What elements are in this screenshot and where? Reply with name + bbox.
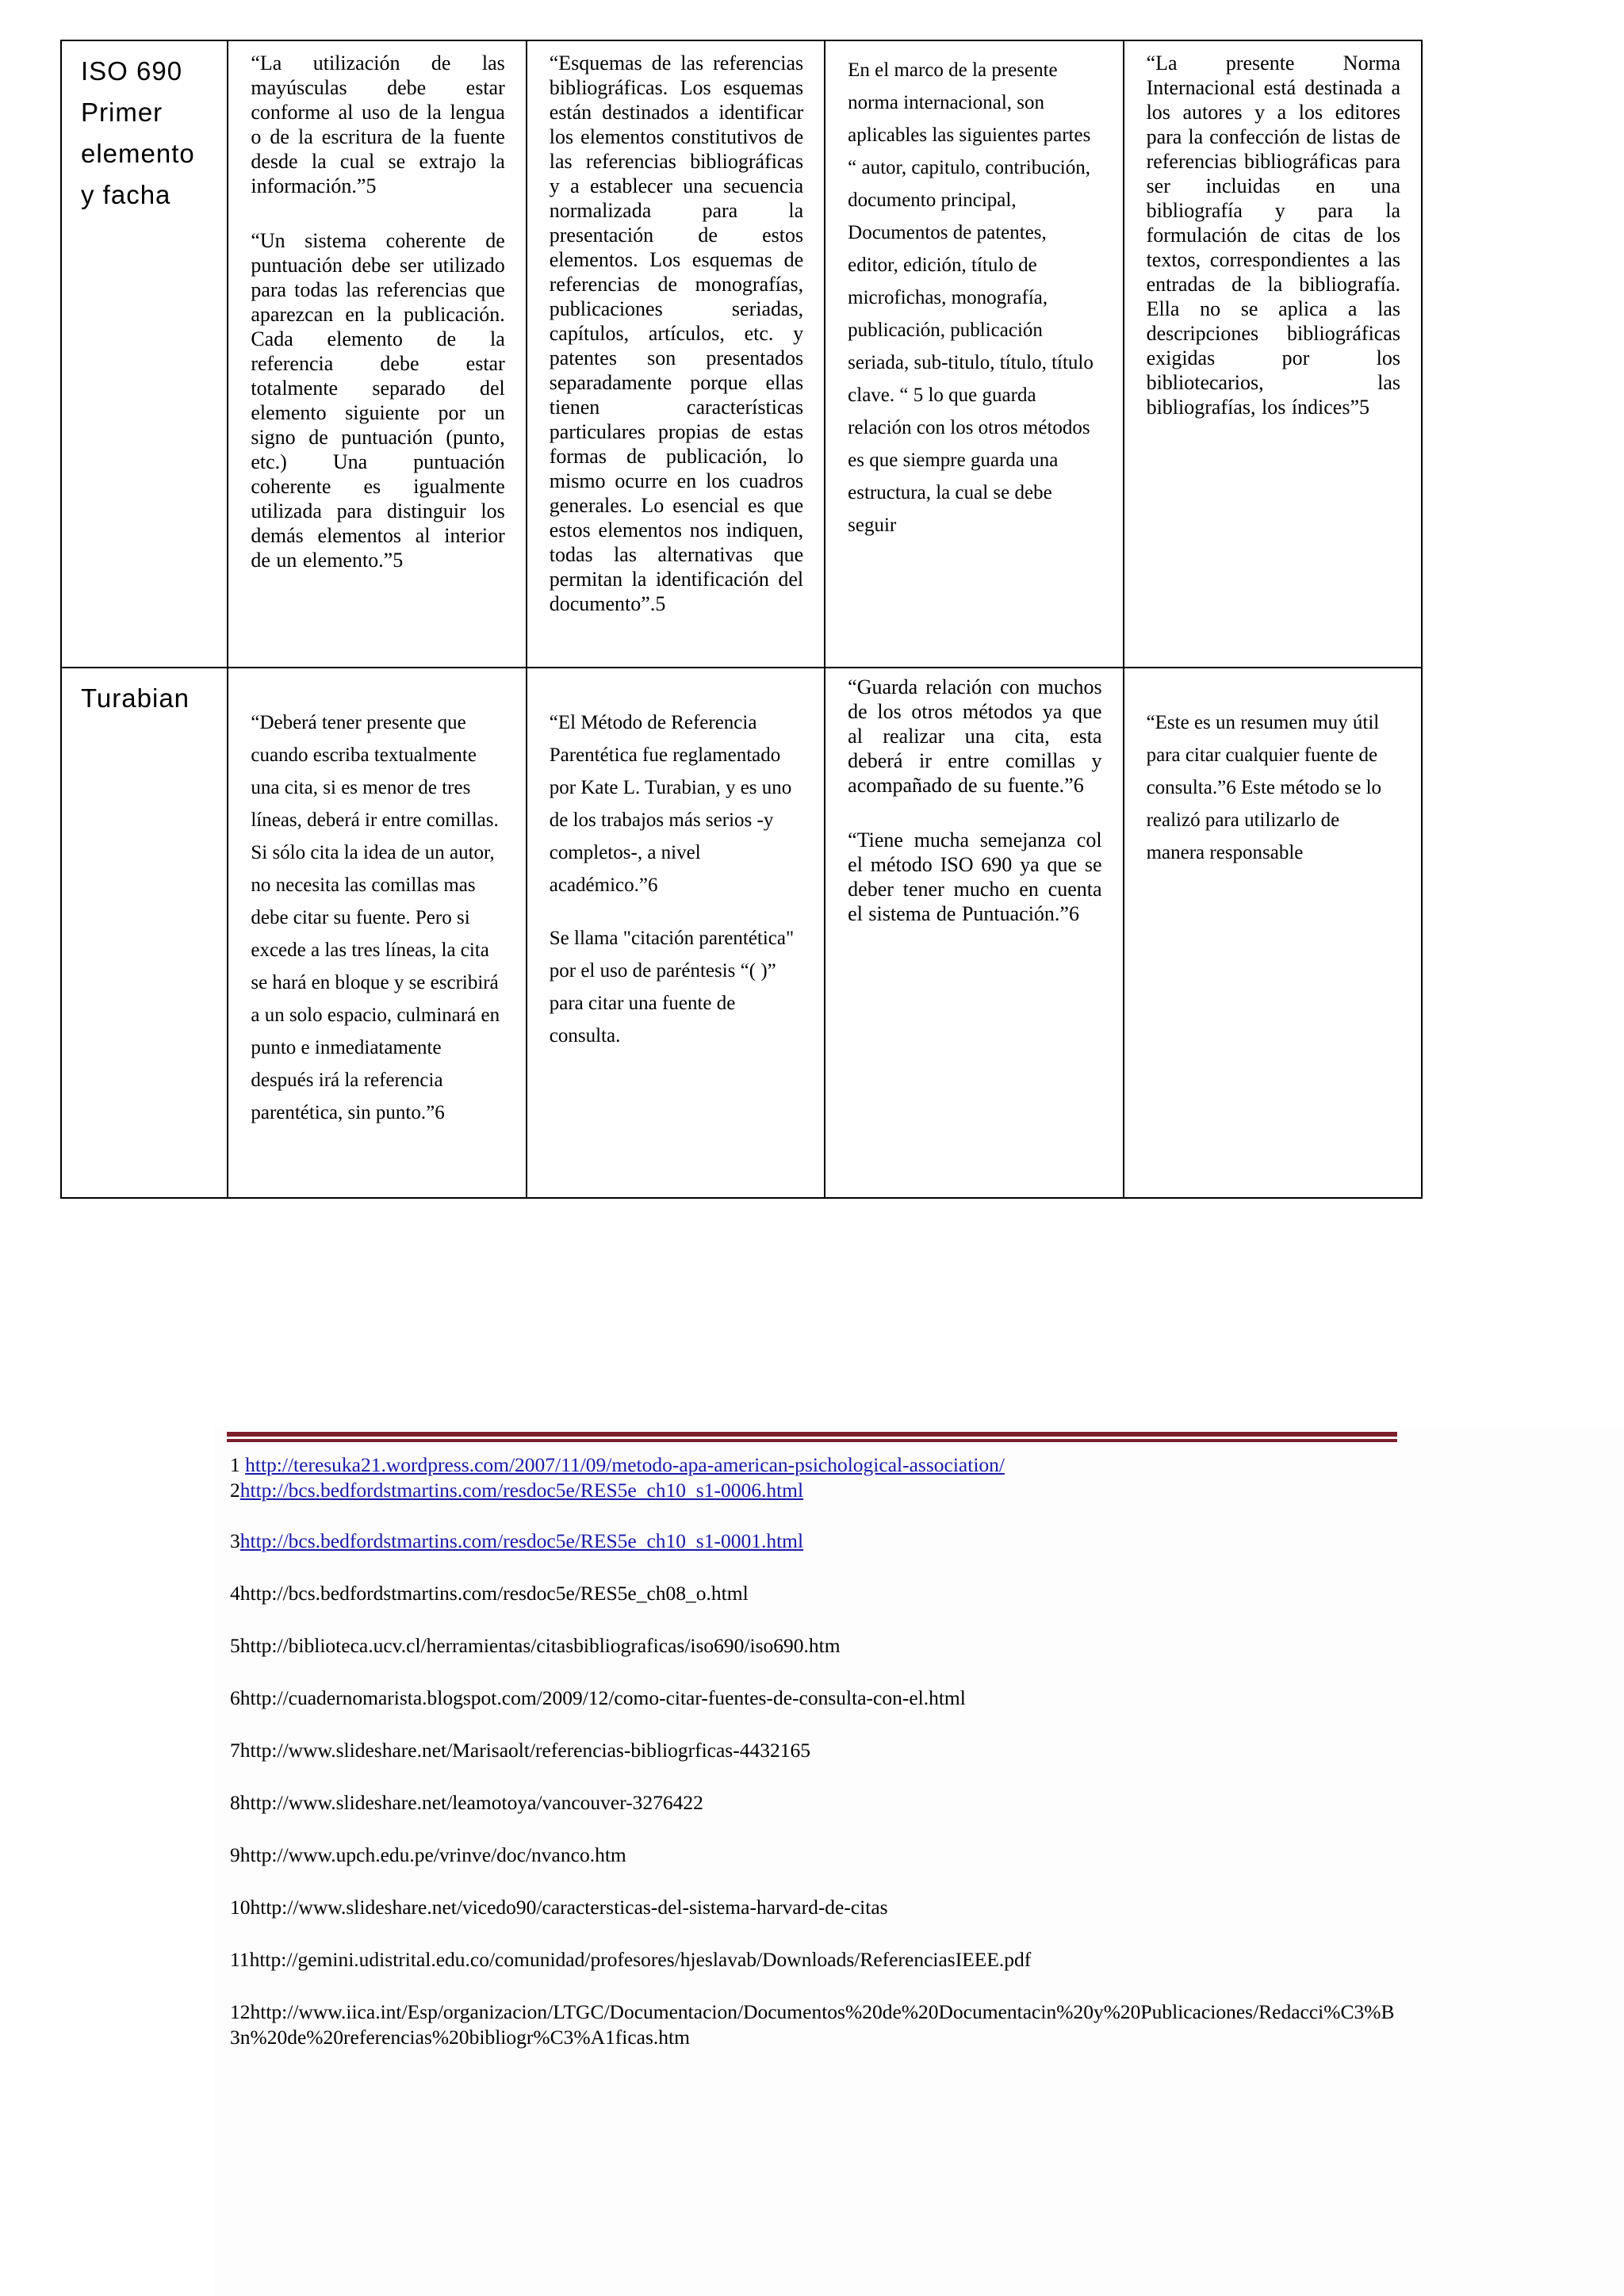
table-cell bbox=[825, 40, 1123, 668]
cell-paragraph: “Un sistema coherente de puntuación debe ser utilizado para todas las referencias que aparezcan en la publicación. Cada elemento de la referencia debe estar totalmente separado del elemento siguiente por un signo de puntuación (punto, etc.) Una puntuación coherente es igualmente utilizada para distinguir los demás elementos al interior de un elemento.”5 bbox=[251, 229, 505, 572]
footnote-item: 9http://www.upch.edu.pe/vrinve/doc/nvanco.htm bbox=[230, 1843, 626, 1866]
footnote-link[interactable]: http://bcs.bedfordstmartins.com/resdoc5e/RES5e_ch10_s1-0001.html bbox=[239, 1529, 804, 1552]
cell-paragraph: En el marco de la presente norma internacional, son aplicables las siguientes partes “ autor, capitulo, contribución, documento principal, Documentos de patentes, editor, edición, título de microfichas, monografía, publicación, publicación seriada, sub-titulo, título, título clave. “ 5 lo que guarda relación con los otros métodos es que siempre guarda una estructura, la cual se debe seguir bbox=[848, 59, 1094, 536]
cell-paragraph: “El Método de Referencia Parentética fue reglamentado por Kate L. Turabian, y es uno de los trabajos más serios -y completos-, a nivel académico.”6 bbox=[549, 712, 792, 897]
table-cell bbox=[1124, 668, 1422, 1198]
footnote-item: 7http://www.slideshare.net/Marisaolt/referencias-bibliogrficas-4432165 bbox=[230, 1739, 810, 1762]
footnote-url: http://biblioteca.ucv.cl/herramientas/citasbibliograficas/iso690/iso690.htm bbox=[239, 1634, 841, 1657]
footnote-url: http://www.slideshare.net/Marisaolt/referencias-bibliogrficas-4432165 bbox=[239, 1739, 810, 1762]
cell-paragraph: “Guarda relación con muchos de los otros métodos ya que al realizar una cita, esta deberá ir entre comillas y acompañado de su fuente.”6 bbox=[848, 675, 1102, 798]
footnote-item: 3http://bcs.bedfordstmartins.com/resdoc5e/RES5e_ch10_s1-0001.html bbox=[230, 1529, 804, 1552]
footnote-item: 5http://biblioteca.ucv.cl/herramientas/citasbibliograficas/iso690/iso690.htm bbox=[230, 1634, 841, 1657]
row-heading-cell bbox=[61, 40, 228, 668]
footnote-separator bbox=[227, 1432, 1397, 1442]
footnote-item: 4http://bcs.bedfordstmartins.com/resdoc5e/RES5e_ch08_o.html bbox=[230, 1582, 749, 1605]
footnote-item: 6http://cuadernomarista.blogspot.com/2009/12/como-citar-fuentes-de-consulta-con-el.html bbox=[230, 1686, 966, 1709]
footnote-url: http://www.iica.int/Esp/organizacion/LTGC/Documentacion/Documentos%20de%20Documentacin%20y%20Publicaciones/Redacci%C3%B3n%20de%20referencias%20bibliogr%C3%A1ficas.htm bbox=[230, 2000, 1395, 2049]
footnote-item: 12http://www.iica.int/Esp/organizacion/LTGC/Documentacion/Documentos%20de%20Documentacin%20y%20Publicaciones/Redacci%C3%B3n%20de%20referencias%20bibliogr%C3%A1ficas.htm bbox=[230, 2000, 1395, 2049]
cell-paragraph: “Este es un resumen muy útil para citar cualquier fuente de consulta.”6 Este método se lo realizó para utilizarlo de manera responsable bbox=[1146, 712, 1382, 864]
table-row bbox=[61, 40, 1422, 668]
table-cell bbox=[1124, 40, 1422, 668]
footnote-item: 11http://gemini.udistrital.edu.co/comunidad/profesores/hjeslavab/Downloads/ReferenciasIEEE.pdf bbox=[230, 1948, 1032, 1971]
cell-paragraph: “Deberá tener presente que cuando escriba textualmente una cita, si es menor de tres líneas, deberá ir entre comillas. Si sólo cita la idea de un autor, no necesita las comillas mas debe citar su fuente. Pero si excede a las tres líneas, la cita se hará en bloque y se escribirá a un solo espacio, culminará en punto e inmediatamente después irá la referencia parentética, sin punto.”6 bbox=[251, 712, 500, 1124]
footnote-item: 10http://www.slideshare.net/vicedo90/caractersticas-del-sistema-harvard-de-citas bbox=[230, 1896, 888, 1919]
row-heading-iso690: ISO 690 Primer elemento y facha bbox=[81, 56, 195, 209]
row-heading-cell bbox=[61, 668, 228, 1198]
table-cell bbox=[527, 40, 825, 668]
cell-paragraph: “Esquemas de las referencias bibliográficas. Los esquemas están destinados a identificar los elementos constitutivos de las referencias bibliográficas y a establecer una secuencia normalizada para la presentación de estos elementos. Los esquemas de referencias de monografías, publicaciones seriadas, capítulos, artículos, etc. y patentes son presentados separadamente porque ellas tienen características particulares propias de estas formas de publicación, lo mismo ocurre en los cuadros generales. Lo esencial es que estos elementos nos indiquen, todas las alternativas que permitan la identificación del documento”.5 bbox=[549, 52, 804, 615]
footnote-url: http://www.slideshare.net/vicedo90/caractersticas-del-sistema-harvard-de-citas bbox=[250, 1896, 888, 1919]
footnote-url: http://cuadernomarista.blogspot.com/2009/12/como-citar-fuentes-de-consulta-con-el.html bbox=[239, 1686, 966, 1709]
footnote-item: 2http://bcs.bedfordstmartins.com/resdoc5e/RES5e_ch10_s1-0006.html bbox=[230, 1479, 804, 1502]
footnote-link[interactable]: http://teresuka21.wordpress.com/2007/11/09/metodo-apa-american-psichological-association/ bbox=[245, 1453, 1005, 1476]
footnote-url: http://gemini.udistrital.edu.co/comunidad/profesores/hjeslavab/Downloads/ReferenciasIEEE.pdf bbox=[249, 1948, 1032, 1971]
footnote-url: http://www.slideshare.net/leamotoya/vancouver-3276422 bbox=[239, 1791, 703, 1814]
cell-paragraph: Se llama "citación parentética" por el uso de paréntesis “( )” para citar una fuente de consulta. bbox=[549, 928, 795, 1047]
table-cell bbox=[825, 668, 1123, 1198]
table-cell bbox=[228, 668, 526, 1198]
footnote-item: 8http://www.slideshare.net/leamotoya/vancouver-3276422 bbox=[230, 1791, 703, 1814]
comparison-table bbox=[60, 40, 1423, 1199]
table-row bbox=[61, 668, 1422, 1198]
footnote-url: http://www.upch.edu.pe/vrinve/doc/nvanco.htm bbox=[239, 1843, 626, 1866]
footnote-link[interactable]: http://bcs.bedfordstmartins.com/resdoc5e/RES5e_ch10_s1-0006.html bbox=[239, 1479, 804, 1502]
table-cell bbox=[527, 668, 825, 1198]
footnote-url: http://bcs.bedfordstmartins.com/resdoc5e/RES5e_ch08_o.html bbox=[239, 1582, 749, 1605]
cell-paragraph: “La presente Norma Internacional está destinada a los autores y a los editores para la confección de listas de referencias bibliográficas para ser incluidas en una bibliografía y para la formulación de citas de los textos, correspondientes a las entradas de la bibliografía. Ella no se aplica a las descripciones bibliográficas exigidas por los bibliotecarios, las bibliografías, los índices”5 bbox=[1146, 52, 1400, 419]
row-heading-turabian: Turabian bbox=[81, 683, 190, 714]
footnote-item: 1 http://teresuka21.wordpress.com/2007/11/09/metodo-apa-american-psichological-association/ bbox=[230, 1453, 1005, 1476]
cell-paragraph: “Tiene mucha semejanza col el método ISO 690 ya que se deber tener mucho en cuenta el sistema de Puntuación.”6 bbox=[848, 828, 1102, 926]
table-cell bbox=[228, 40, 526, 668]
cell-paragraph: “La utilización de las mayúsculas debe estar conforme al uso de la lengua o de la escritura de la fuente desde la cual se extrajo la información.”5 bbox=[251, 52, 505, 197]
